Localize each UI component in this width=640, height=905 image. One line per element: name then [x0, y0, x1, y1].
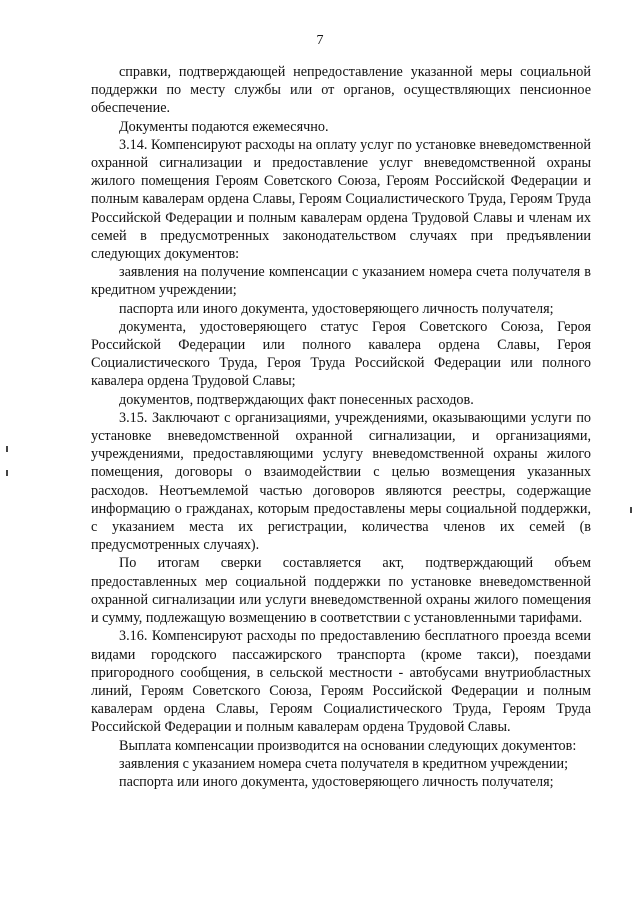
paragraph: Выплата компенсации производится на основании следующих документов:: [119, 737, 577, 754]
paragraph: паспорта или иного документа, удостоверяющего личность получателя;: [119, 300, 554, 317]
paragraph: По итогам сверки составляется акт, подтверждающий объем предоставленных мер социальной поддержки по установке вневедомственной охранной сигнализации или услуги вневедомственной охраны жилого помещения и сумму, подлежащую возмещению в соответствии с установленными тарифами.: [91, 555, 591, 627]
scan-artifact: [630, 507, 632, 513]
paragraph: документов, подтверждающих факт понесенных расходов.: [119, 391, 474, 408]
paragraph: 3.14. Компенсируют расходы на оплату услуг по установке вневедомственной охранной сигнализации и предоставление услуг вневедомственной охраны жилого помещения Героям Советского Союза, Героям Российской Федерации и полным кавалерам ордена Славы, Героям Социалистического Труда, Героям Труда Российской Федерации и полным кавалерам ордена Трудовой Славы и членам их семей в предусмотренных законодательством случаях при предъявлении следующих документов:: [91, 136, 591, 263]
page-number: 7: [316, 33, 324, 48]
paragraph: справки, подтверждающей непредоставление указанной меры социальной поддержки по месту службы или от органов, осуществляющих пенсионное обеспечение.: [91, 64, 591, 117]
paragraph: Документы подаются ежемесячно.: [119, 118, 329, 135]
scan-artifact: [6, 470, 8, 476]
document-body: [91, 63, 591, 791]
paragraph: заявления на получение компенсации с указанием номера счета получателя в кредитном учреждении;: [91, 264, 591, 299]
paragraph: 3.16. Компенсируют расходы по предоставлению бесплатного проезда всеми видами городского пассажирского транспорта (кроме такси), поездами пригородного сообщения, в сельской местности - автобусами внутриобластных линий, Героям Советского Союза, Героям Российской Федерации и полным кавалерам ордена Славы, Героям Социалистического Труда, Героям Труда Российской Федерации и полным кавалерам ордена Трудовой Славы.: [91, 628, 591, 736]
paragraph: заявления с указанием номера счета получателя в кредитном учреждении;: [119, 755, 569, 772]
scan-artifact: [6, 446, 8, 452]
paragraph: паспорта или иного документа, удостоверяющего личность получателя;: [119, 773, 554, 790]
paragraph: документа, удостоверяющего статус Героя Советского Союза, Героя Российской Федерации или полного кавалера ордена Славы, Героя Социалистического Труда, Героя Труда Российской Федерации или полного кавалера ордена Трудовой Славы;: [91, 318, 591, 390]
paragraph: 3.15. Заключают с организациями, учреждениями, оказывающими услуги по установке вневедомственной охранной сигнализации, и организациями, учреждениями, предоставляющими услугу вневедомственной охраны жилого помещения, договоры о взаимодействии с целью возмещения указанных расходов. Неотъемлемой частью договоров являются реестры, содержащие информацию о гражданах, которым предоставлены меры социальной поддержки, с указанием места их регистрации, количества членов их семей (в предусмотренных случаях).: [91, 409, 591, 554]
